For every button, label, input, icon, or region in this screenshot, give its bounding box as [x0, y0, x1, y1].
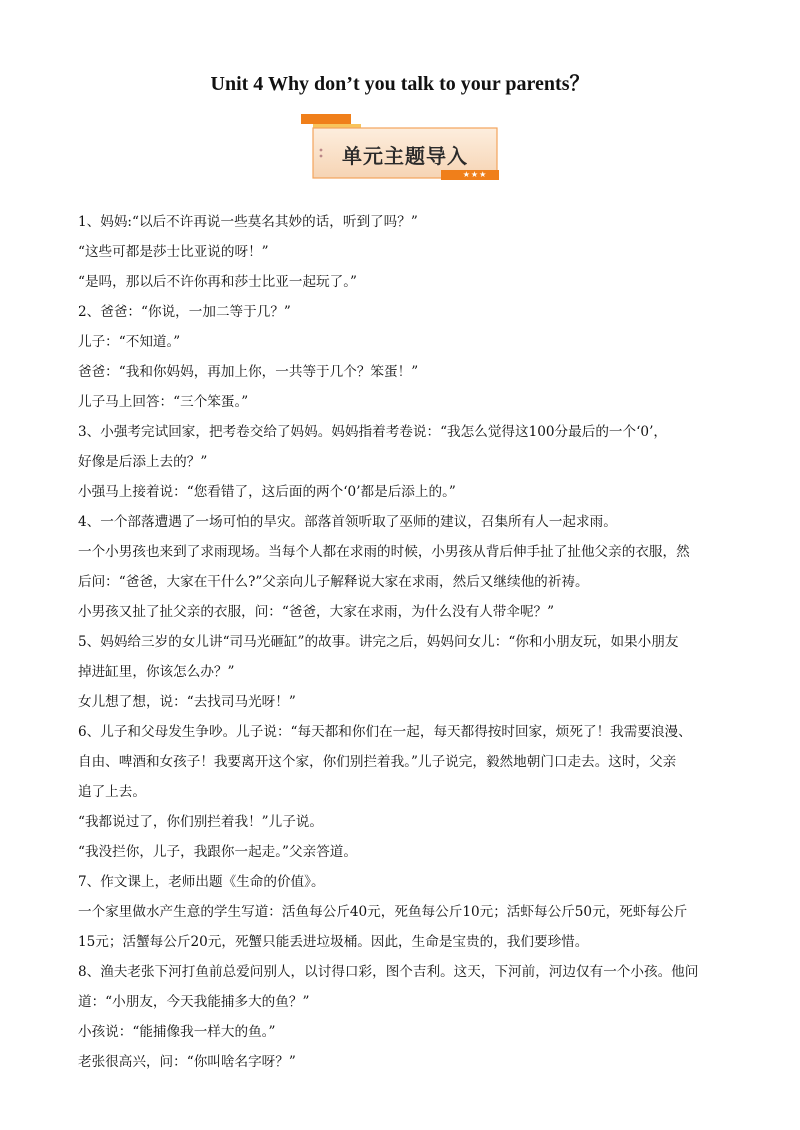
text-line: 5、妈妈给三岁的女儿讲“司马光砸缸”的故事。讲完之后，妈妈问女儿：“你和小朋友玩，如果小朋友	[78, 634, 679, 650]
text-line: 老张很高兴，问：“你叫啥名字呀？”	[78, 1054, 296, 1070]
text-line: 儿子：“不知道。”	[78, 334, 181, 350]
text-line: 爸爸：“我和你妈妈，再加上你，一共等于几个？笨蛋！”	[78, 364, 419, 380]
document-title: Unit 4 Why don’t you talk to your parents？	[210, 73, 590, 95]
text-line: 小男孩又扯了扯父亲的衣服，问：“爸爸，大家在求雨，为什么没有人带伞呢？”	[78, 604, 555, 620]
text-line: “我都说过了，你们别拦着我！”儿子说。	[78, 814, 323, 830]
text-line: 道：“小朋友，今天我能捕多大的鱼？”	[78, 994, 310, 1010]
text-line: 一个家里做水产生意的学生写道：活鱼每公斤40元，死鱼每公斤10元；活虾每公斤50元，死虾每公斤	[78, 904, 688, 920]
text-line: 好像是后添上去的？”	[78, 454, 208, 470]
text-line: 2、爸爸：“你说，一加二等于几？”	[78, 304, 291, 320]
text-line: 女儿想了想，说：“去找司马光呀！”	[78, 694, 296, 710]
text-line: 一个小男孩也来到了求雨现场。当每个人都在求雨的时候，小男孩从背后伸手扯了扯他父亲的衣服，然	[78, 544, 690, 560]
text-line: “这些可都是莎士比亚说的呀！”	[78, 244, 269, 260]
text-line: “我没拦你，儿子，我跟你一起走。”父亲答道。	[78, 844, 357, 860]
text-line: 8、渔夫老张下河打鱼前总爱问别人，以讨得口彩，图个吉利。这天，下河前，河边仅有一个小孩。他问	[78, 964, 699, 980]
text-line: 1、妈妈:“以后不许再说一些莫名其妙的话，听到了吗？”	[78, 214, 418, 230]
text-line: 15元；活蟹每公斤20元，死蟹只能丢进垃圾桶。因此，生命是宝贵的，我们要珍惜。	[78, 934, 589, 950]
text-line: 追了上去。	[78, 784, 146, 800]
banner-title: 单元主题导入	[342, 144, 468, 168]
text-line: 掉进缸里，你该怎么办？”	[78, 664, 235, 680]
text-line: 后问：“爸爸，大家在干什么?”父亲向儿子解释说大家在求雨，然后又继续他的祈祷。	[78, 574, 589, 590]
text-line: 3、小强考完试回家，把考卷交给了妈妈。妈妈指着考卷说：“我怎么觉得这100分最后的一个‘0’，	[78, 424, 667, 440]
text-line: 6、儿子和父母发生争吵。儿子说：“每天都和你们在一起，每天都得按时回家，烦死了！我需要浪漫、	[78, 724, 692, 740]
text-line: 小孩说：“能捕像我一样大的鱼。”	[78, 1024, 276, 1040]
banner-stars-icon: ★★★	[462, 170, 488, 179]
text-line: 4、一个部落遭遇了一场可怕的旱灾。部落首领听取了巫师的建议，召集所有人一起求雨。	[78, 514, 617, 530]
section-banner	[301, 114, 499, 182]
text-line: “是吗，那以后不许你再和莎士比亚一起玩了。”	[78, 274, 357, 290]
text-line: 7、作文课上，老师出题《生命的价值》。	[78, 874, 325, 890]
text-line: 儿子马上回答：“三个笨蛋。”	[78, 394, 249, 410]
document-body	[78, 207, 730, 1077]
text-line: 小强马上接着说：“您看错了，这后面的两个‘0’都是后添上的。”	[78, 484, 456, 500]
text-line: 自由、啤酒和女孩子！我要离开这个家，你们别拦着我。”儿子说完，毅然地朝门口走去。这时，父亲	[78, 754, 677, 770]
